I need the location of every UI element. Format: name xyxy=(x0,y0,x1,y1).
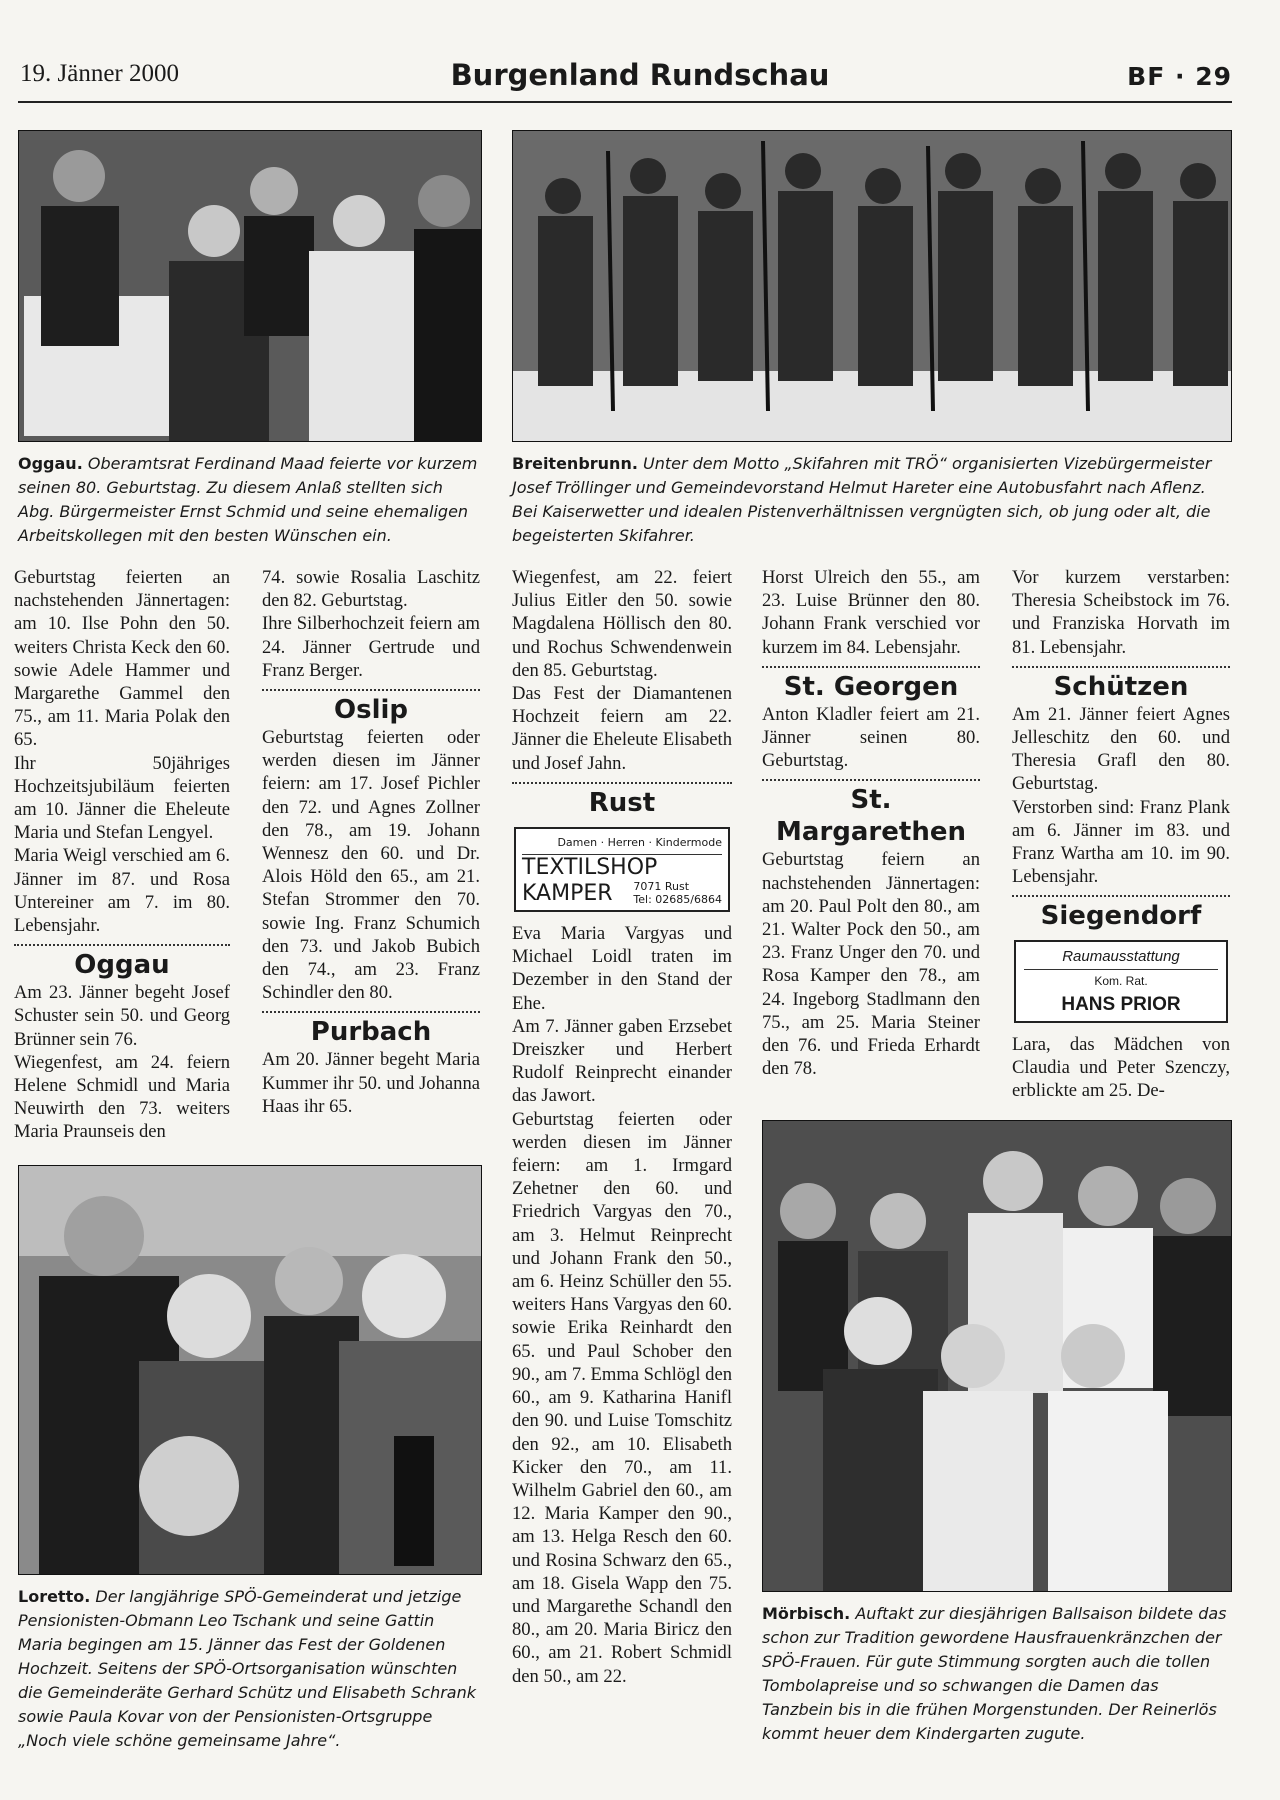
ad-prior-title: Kom. Rat. xyxy=(1094,973,1148,988)
caption-breitenbrunn-text: Unter dem Motto „Skifahren mit TRÖ“ organisierten Vizebürgermeister Josef Tröllinger und Gemeindevorstand Helmut Hareter eine Autobusfahrt nach Aflenz. Bei Kaiserwetter und idealen Pistenverhältnissen vergnügten sich, ob jung oder alt, die begeisterten Skifahrer. xyxy=(512,454,1212,545)
col3-paragraph-2: Das Fest der Diamantenen Hochzeit feiern am 22. Jänner die Eheleute Elisabeth und Josef Jahn. xyxy=(512,683,732,774)
ad-textilshop-tagline: Damen · Herren · Kindermode xyxy=(522,831,722,855)
col1-paragraph-1: Geburtstag feierten an nachstehenden Jännertagen: am 10. Ilse Pohn den 50. weiters Christa Keck den 60. sowie Adele Hammer und Margarethe Gammel den 75., am 11. Maria Polak den 65. xyxy=(14,567,230,751)
col2-paragraph-4: Am 20. Jänner begeht Maria Kummer ihr 50. und Johanna Haas ihr 65. xyxy=(262,1049,480,1117)
ad-textilshop-owner: KAMPER xyxy=(522,881,613,907)
column-2 xyxy=(262,566,480,1118)
ad-textilshop-kamper xyxy=(514,827,730,912)
caption-moerbisch xyxy=(762,1602,1230,1746)
col2-paragraph-3: Geburtstag feierten oder werden diesen im Jänner feiern: am 17. Josef Pichler den 72. und Agnes Zollner den 78., am 19. Johann Wennesz den 60. und Dr. Alois Höld den 65., am 21. Stefan Strommer den 70. sowie Ing. Franz Schumich den 73. und Jakob Bubich den 74., am 23. Franz Schindler den 80. xyxy=(262,727,480,1004)
caption-oggau-text: Oberamtsrat Ferdinand Maad feierte vor kurzem seinen 80. Geburtstag. Zu diesem Anlaß stellten sich Abg. Bürgermeister Ernst Schmid und seine ehemaligen Arbeitskollegen mit den besten Wünschen ein. xyxy=(18,454,478,545)
col5-paragraph-1: Vor kurzem verstarben: Theresia Scheibstock im 76. und Franziska Horvath im 81. Lebensjahr. xyxy=(1012,567,1230,658)
ad-hans-prior xyxy=(1014,940,1228,1023)
caption-moerbisch-text: Auftakt zur diesjährigen Ballsaison bildete das schon zur Tradition gewordene Hausfrauenkränzchen der SPÖ-Frauen. Für gute Stimmung sorgten auch die tollen Tombolapreise und so schwangen die Damen das Tanzbein bis in die frühen Morgenstunden. Der Reinerlös kommt heuer dem Kindergarten zugute. xyxy=(762,1604,1227,1743)
col3-paragraph-1: Wiegenfest, am 22. feiert Julius Eitler den 50. sowie Magdalena Höllisch den 80. und Rochus Schwendenwein den 85. Geburtstag. xyxy=(512,567,732,681)
caption-loretto-place: Loretto. xyxy=(18,1587,91,1606)
col5-paragraph-2: Am 21. Jänner feiert Agnes Jelleschitz den 60. und Theresia Grafl den 80. Geburtstag. xyxy=(1012,703,1230,795)
divider xyxy=(762,779,980,781)
col2-paragraph-2: Ihre Silberhochzeit feiern am 24. Jänner Gertrude und Franz Berger. xyxy=(262,613,480,681)
heading-rust: Rust xyxy=(588,787,656,818)
photo-breitenbrunn xyxy=(512,130,1232,442)
col3-paragraph-4: Am 7. Jänner gaben Erzsebet Dreiszker und Herbert Rudolf Reinprecht einander das Jawort. xyxy=(512,1015,732,1107)
ad-textilshop-address: 7071 Rust xyxy=(633,880,690,894)
caption-loretto-text: Der langjährige SPÖ-Gemeinderat und jetzige Pensionisten-Obmann Leo Tschank und seine Gattin Maria begingen am 15. Jänner das Fest der Goldenen Hochzeit. Seitens der SPÖ-Ortsorganisation wünschten die Gemeinderäte Gerhard Schütz und Elisabeth Schrank sowie Paula Kovar von der Pensionisten-Ortsgruppe „Noch viele schöne gemeinsame Jahre“. xyxy=(18,1587,476,1750)
ad-textilshop-name: TEXTILSHOP xyxy=(522,855,658,881)
page-number: BF · 29 xyxy=(1127,62,1232,91)
heading-st-georgen: St. Georgen xyxy=(783,671,959,702)
heading-purbach: Purbach xyxy=(310,1017,432,1048)
caption-oggau-place: Oggau. xyxy=(18,454,83,473)
column-4 xyxy=(762,566,980,1080)
divider xyxy=(262,689,480,691)
photo-oggau xyxy=(18,130,482,442)
photo-loretto xyxy=(18,1165,482,1575)
col3-paragraph-3: Eva Maria Vargyas und Michael Loidl traten im Dezember in den Stand der Ehe. xyxy=(512,923,732,1014)
ad-prior-name: HANS PRIOR xyxy=(1061,993,1181,1015)
heading-oslip: Oslip xyxy=(333,695,408,726)
divider xyxy=(762,666,980,668)
column-5 xyxy=(1012,566,1230,1103)
newspaper-title: Burgenland Rundschau xyxy=(450,58,830,92)
caption-breitenbrunn xyxy=(512,452,1230,548)
col1-paragraph-3: Maria Weigl verschied am 6. Jänner im 87. und Rosa Untereiner am 7. im 80. Lebensjahr. xyxy=(14,845,230,937)
heading-st-margarethen: St. Margarethen xyxy=(776,785,966,848)
divider xyxy=(1012,895,1230,897)
divider xyxy=(14,944,230,946)
col3-paragraph-5: Geburtstag feierten oder werden diesen im Jänner feiern: am 1. Irmgard Zehetner den 60. und Friedrich Vargyas den 70., am 3. Helmut Reinprecht und Johann Frank den 50., am 6. Heinz Schüller den 55. weiters Hans Vargyas den 60. sowie Erika Reinhardt den 65. und Paul Schober den 90., am 7. Emma Schlögl den 60., am 9. Katharina Hanifl den 90. und Luise Tomschitz den 92., am 10. Elisabeth Kicker den 70., am 11. Wilhelm Gabriel den 60., am 12. Maria Kamper den 90., am 13. Helga Resch den 60. und Rosina Schwarz den 65., am 18. Gisela Wapp den 75. und Margarethe Schandl den 80., am 20. Maria Biricz den 60., am 21. Robert Schmidl den 50., am 22. xyxy=(512,1108,732,1687)
caption-moerbisch-place: Mörbisch. xyxy=(762,1604,851,1623)
col5-paragraph-4: Lara, das Mädchen von Claudia und Peter Szenczy, erblickte am 25. De- xyxy=(1012,1034,1230,1102)
divider xyxy=(262,1011,480,1013)
col2-paragraph-1: 74. sowie Rosalia Laschitz den 82. Geburtstag. xyxy=(262,567,480,612)
heading-oggau: Oggau xyxy=(74,950,170,981)
header-rule xyxy=(18,101,1232,103)
issue-date: 19. Jänner 2000 xyxy=(20,60,179,87)
caption-oggau xyxy=(18,452,480,548)
divider xyxy=(1012,666,1230,668)
heading-schuetzen: Schützen xyxy=(1053,671,1189,702)
col1-paragraph-5: Wiegenfest, am 24. feiern Helene Schmidl und Maria Neuwirth den 73. weiters Maria Praunseis den xyxy=(14,1051,230,1143)
col4-paragraph-3: Geburtstag feiern an nachstehenden Jännertagen: am 20. Paul Polt den 80., am 21. Walter Pock den 50., am 23. Franz Unger den 70. und Rosa Kamper den 78., am 24. Ingeborg Stadlmann den 75., am 25. Maria Steiner den 76. und Frieda Erhardt den 78. xyxy=(762,849,980,1080)
ad-prior-business: Raumausstattung xyxy=(1024,945,1218,969)
col4-paragraph-2: Anton Kladler feiert am 21. Jänner seinen 80. Geburtstag. xyxy=(762,703,980,772)
divider xyxy=(512,782,732,784)
heading-siegendorf: Siegendorf xyxy=(1040,901,1202,932)
col1-paragraph-2: Ihr 50jähriges Hochzeitsjubiläum feierten am 10. Jänner die Eheleute Maria und Stefan Lengyel. xyxy=(14,752,230,844)
caption-breitenbrunn-place: Breitenbrunn. xyxy=(512,454,638,473)
ad-textilshop-phone: Tel: 02685/6864 xyxy=(633,893,722,907)
column-1 xyxy=(14,566,230,1144)
col1-paragraph-4: Am 23. Jänner begeht Josef Schuster sein 50. und Georg Brünner sein 76. xyxy=(14,982,230,1050)
caption-loretto xyxy=(18,1585,480,1753)
col5-paragraph-3: Verstorben sind: Franz Plank am 6. Jänner im 83. und Franz Wartha am 10. im 90. Lebensjahr. xyxy=(1012,796,1230,888)
photo-moerbisch xyxy=(762,1120,1232,1592)
column-3 xyxy=(512,566,732,1688)
col4-paragraph-1: Horst Ulreich den 55., am 23. Luise Brünner den 80. Johann Frank verschied vor kurzem im 84. Lebensjahr. xyxy=(762,567,980,658)
